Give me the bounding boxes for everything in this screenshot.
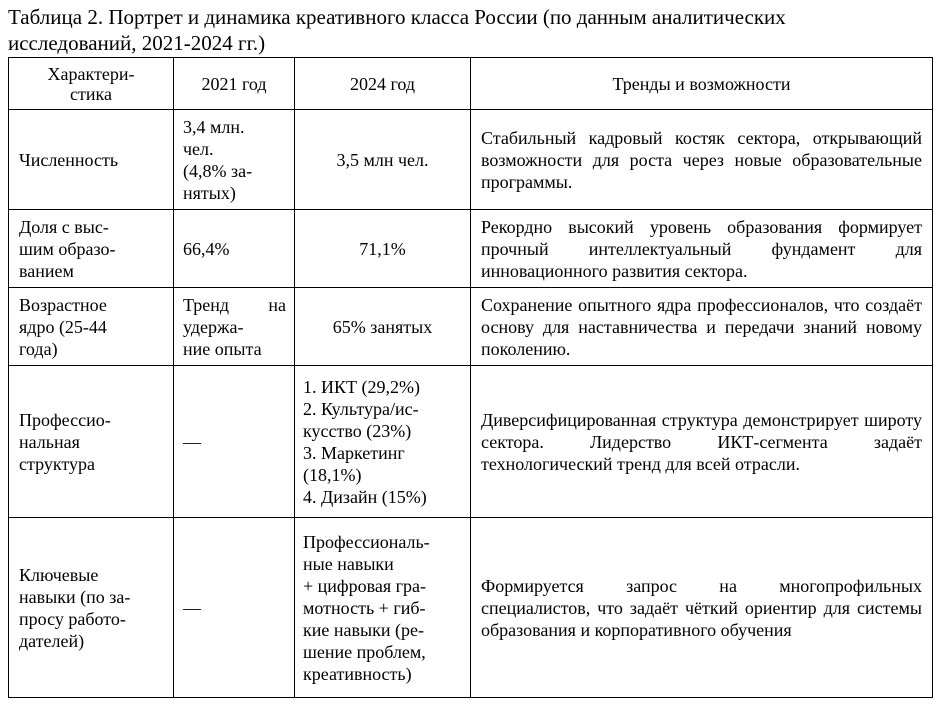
table-row xyxy=(9,366,933,518)
data-table xyxy=(8,57,933,698)
header-2021: 2021 год xyxy=(174,58,295,110)
table-row xyxy=(9,110,933,210)
cell-trend: Диверсифицированная структура демонстрирует широту сектора. Лидерство ИКТ-сегмента задаёт технологический тренд для всей отрасли. xyxy=(471,366,933,518)
cell-characteristic: Ключевые навыки (по за- просу работо- дателей) xyxy=(9,518,174,698)
table-row xyxy=(9,210,933,288)
cell-2024: 3,5 млн чел. xyxy=(295,110,471,210)
cell-2021: — xyxy=(174,366,295,518)
header-2024: 2024 год xyxy=(295,58,471,110)
cell-2024: 1. ИКТ (29,2%) 2. Культура/ис- кусство (23%) 3. Маркетинг (18,1%) 4. Дизайн (15%) xyxy=(295,366,471,518)
header-trends: Тренды и возможности xyxy=(471,58,933,110)
cell-trend: Стабильный кадровый костяк сектора, открывающий возможности для роста через новые образовательные программы. xyxy=(471,110,933,210)
header-row xyxy=(9,58,933,110)
cell-2024: Профессиональ- ные навыки + цифровая гра- мотность + гиб- кие навыки (ре- шение проблем, креативность) xyxy=(295,518,471,698)
table-caption xyxy=(8,4,932,56)
cell-characteristic: Возрастное ядро (25-44 года) xyxy=(9,288,174,366)
cell-trend: Формируется запрос на многопрофильных специалистов, что задаёт чёткий ориентир для системы образования и корпоративного обучения xyxy=(471,518,933,698)
cell-2024: 65% занятых xyxy=(295,288,471,366)
cell-characteristic: Численность xyxy=(9,110,174,210)
cell-2021: 3,4 млн. чел. (4,8% за- нятых) xyxy=(174,110,295,210)
cell-2021: Тренд на удержа- ние опыта xyxy=(174,288,295,366)
cell-characteristic: Доля с выс- шим образо- ванием xyxy=(9,210,174,288)
cell-2021: — xyxy=(174,518,295,698)
table-row xyxy=(9,518,933,698)
cell-2024: 71,1% xyxy=(295,210,471,288)
cell-trend: Рекордно высокий уровень образования формирует прочный интеллектуальный фундамент для инновационного развития сектора. xyxy=(471,210,933,288)
caption-line-1: Таблица 2. Портрет и динамика креативного класса России (по данным аналитических xyxy=(8,5,786,29)
cell-trend: Сохранение опытного ядра профессионалов, что создаёт основу для наставничества и передачи знаний новому поколению. xyxy=(471,288,933,366)
cell-characteristic: Профессио- нальная структура xyxy=(9,366,174,518)
header-characteristic: Характери- стика xyxy=(9,58,174,110)
table-row xyxy=(9,288,933,366)
cell-2021: 66,4% xyxy=(174,210,295,288)
caption-line-2: исследований, 2021-2024 гг.) xyxy=(8,31,266,55)
